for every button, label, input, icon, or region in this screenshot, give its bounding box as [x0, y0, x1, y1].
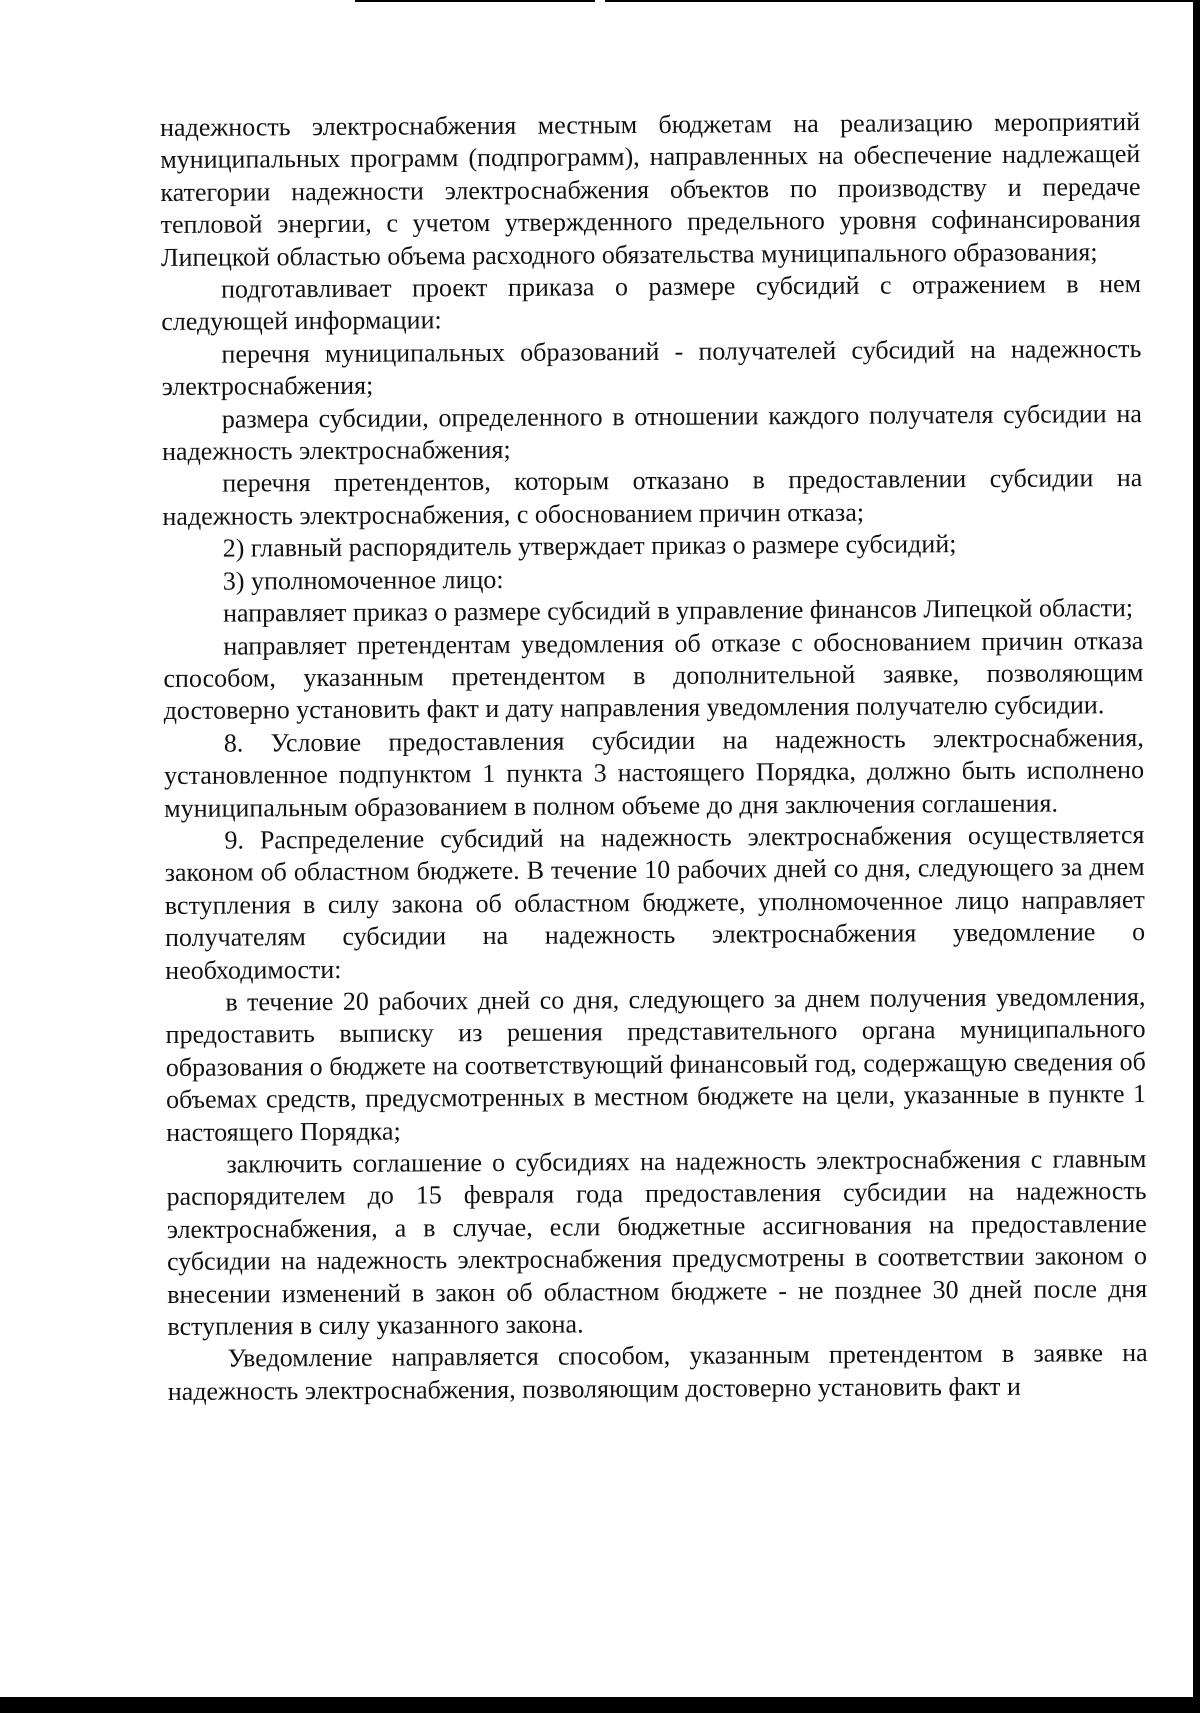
paragraph: 8. Условие предоставления субсидии на надежность электроснабжения, установленное подпунктом 1 пункта 3 настоящего Порядка, должно быть исполнено муниципальным образованием в полном объеме до дня заключения соглашения.	[163, 722, 1145, 823]
paragraph: 2) главный распорядитель утверждает приказ о размере субсидий;	[222, 529, 957, 563]
scan-border-bottom	[0, 1697, 1200, 1713]
paragraph: подготавливает проект приказа о размере субсидий с отражением в нем следующей информации:	[161, 269, 1142, 337]
paragraph: размера субсидии, определенного в отношении каждого получателя субсидии на надежность электроснабжения;	[161, 398, 1142, 467]
paragraph: Уведомление направляется способом, указанным претендентом в заявке на надежность электроснабжения, позволяющим достоверно установить факт и	[167, 1338, 1148, 1406]
paragraph: направляет претендентам уведомления об отказе с обоснованием причин отказа способом, указанным претендентом в дополнительной заявке, позволяющим достоверно установить факт и дату направления уведомления получателю субсидии.	[163, 625, 1144, 726]
scan-border-right	[1193, 0, 1200, 1713]
scan-artifact-line	[355, 0, 595, 2]
paragraph: перечня муниципальных образований - получателей субсидий на надежность электроснабжения;	[161, 333, 1142, 402]
paragraph: перечня претендентов, которым отказано в предоставлении субсидии на надежность электроснабжения, с обоснованием причин отказа;	[162, 463, 1143, 531]
paragraph: в течение 20 рабочих дней со дня, следующего за днем получения уведомления, предоставить выписку из решения представительного органа муниципального образования о бюджете на соответствующий финансовый год, содержащую сведения об объемах средств, предусмотренных в местном бюджете на цели, указанные в пункте 1 настоящего Порядка;	[165, 981, 1147, 1147]
paragraph: направляет приказ о размере субсидий в управление финансов Липецкой области;	[222, 593, 1134, 628]
paragraph: заключить соглашение о субсидиях на надежность электроснабжения с главным распорядителем до 15 февраля года предоставления субсидии на надежность электроснабжения, а в случае, если бюджетные ассигнования на предоставление субсидии на надежность электроснабжения предусмотрены в соответствии законом о внесении изменений в закон об областном бюджете - не позднее 30 дней после дня вступления в силу указанного закона.	[166, 1143, 1148, 1342]
paragraph: надежность электроснабжения местным бюджетам на реализацию мероприятий муниципальных программ (подпрограмм), направленных на обеспечение надлежащей категории надежности электроснабжения объектов по производству и передаче тепловой энергии, с учетом утвержденного предельного уровня софинансирования Липецкой областью объема расходного обязательства муниципального образования;	[160, 107, 1141, 272]
document-body	[160, 106, 1148, 1408]
paragraph: 9. Распределение субсидий на надежность электроснабжения осуществляется законом об областном бюджете. В течение 10 рабочих дней со дня, следующего за днем вступления в силу закона об областном бюджете, уполномоченное лицо направляет получателям субсидии на надежность электроснабжения уведомление о необходимости:	[164, 819, 1146, 985]
paragraph: 3) уполномоченное лицо:	[222, 564, 504, 596]
scan-artifact-line	[605, 0, 1200, 2]
